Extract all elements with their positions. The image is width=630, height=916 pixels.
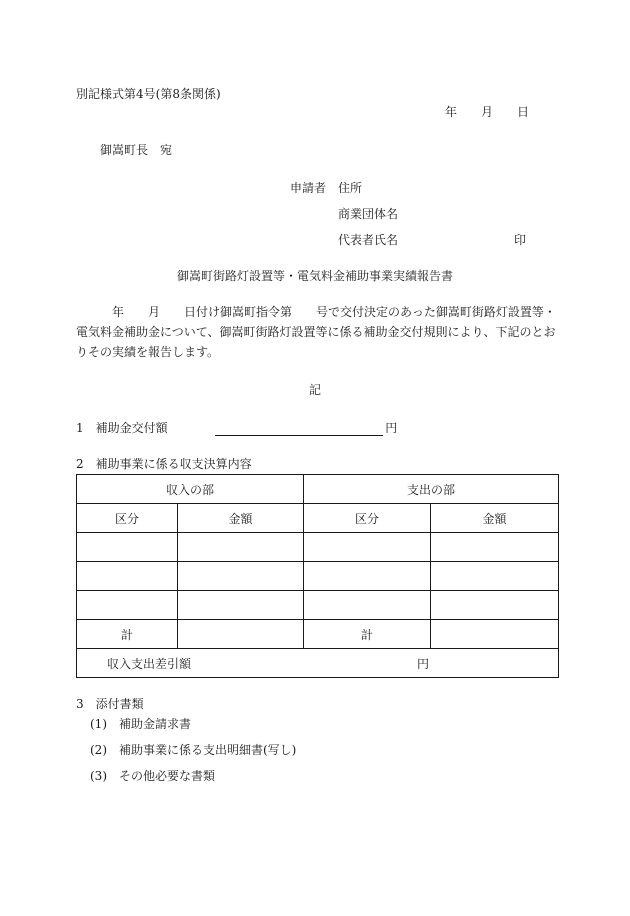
expense-total-label: 計 [304,620,431,649]
expense-header: 支出の部 [304,475,559,504]
difference-label: 収入支出差引額 [107,657,192,671]
expense-amount-cell[interactable] [431,591,559,620]
table-row [77,591,559,620]
income-category-cell[interactable] [77,591,178,620]
income-header: 収入の部 [77,475,304,504]
expense-amount-header: 金額 [431,504,559,533]
ki-heading: 記 [308,383,321,397]
table-row [77,533,559,562]
seal-mark: 印 [514,233,527,247]
income-category-cell[interactable] [77,562,178,591]
form-number: 別記様式第4号(第8条関係) [76,87,221,101]
section2-label: 2 補助事業に係る収支決算内容 [76,457,252,471]
attachment-item-3: (3) その他必要な書類 [90,769,215,783]
expense-category-header: 区分 [304,504,431,533]
income-total-label: 計 [77,620,178,649]
rep-label: 代表者氏名 [338,233,399,247]
recipient: 御嵩町長 宛 [100,143,173,157]
section1-row [76,420,397,436]
section1-label: 1 補助金交付額 [76,421,168,435]
attachment-item-1: (1) 補助金請求書 [90,717,191,731]
expense-amount-cell[interactable] [431,562,559,591]
income-amount-cell[interactable] [178,591,304,620]
expense-category-cell[interactable] [304,533,431,562]
applicant-label: 申請者 [290,181,327,195]
table-subheader-row [77,504,559,533]
budget-table [76,474,559,678]
body-paragraph: 年 月 日付け御嵩町指令第 号で交付決定のあった御嵩町街路灯設置等・電気料金補助金について、御嵩町街路灯設置等に係る補助金交付規則により、下記のとおりその実績を報告します。 [76,305,556,359]
table-header-row [77,475,559,504]
date-line: 年 月 日 [445,105,530,119]
expense-category-cell[interactable] [304,591,431,620]
attachment-item-2: (2) 補助事業に係る支出明細書(写し) [90,743,297,757]
income-amount-cell[interactable] [178,533,304,562]
income-total-amount[interactable] [178,620,304,649]
income-amount-cell[interactable] [178,562,304,591]
section3-label: 3 添付書類 [76,697,144,711]
income-amount-header: 金額 [178,504,304,533]
income-category-cell[interactable] [77,533,178,562]
address-label: 住所 [338,181,363,195]
table-difference-row [77,649,559,678]
table-row [77,562,559,591]
expense-category-cell[interactable] [304,562,431,591]
org-label: 商業団体名 [338,207,399,221]
section1-unit: 円 [385,421,398,435]
table-total-row [77,620,559,649]
difference-unit: 円 [417,657,430,671]
document-title: 御嵩町街路灯設置等・電気料金補助事業実績報告書 [176,269,453,283]
expense-amount-cell[interactable] [431,533,559,562]
amount-underline [215,421,383,436]
income-category-header: 区分 [77,504,178,533]
difference-cell[interactable] [77,649,559,678]
expense-total-amount[interactable] [431,620,559,649]
